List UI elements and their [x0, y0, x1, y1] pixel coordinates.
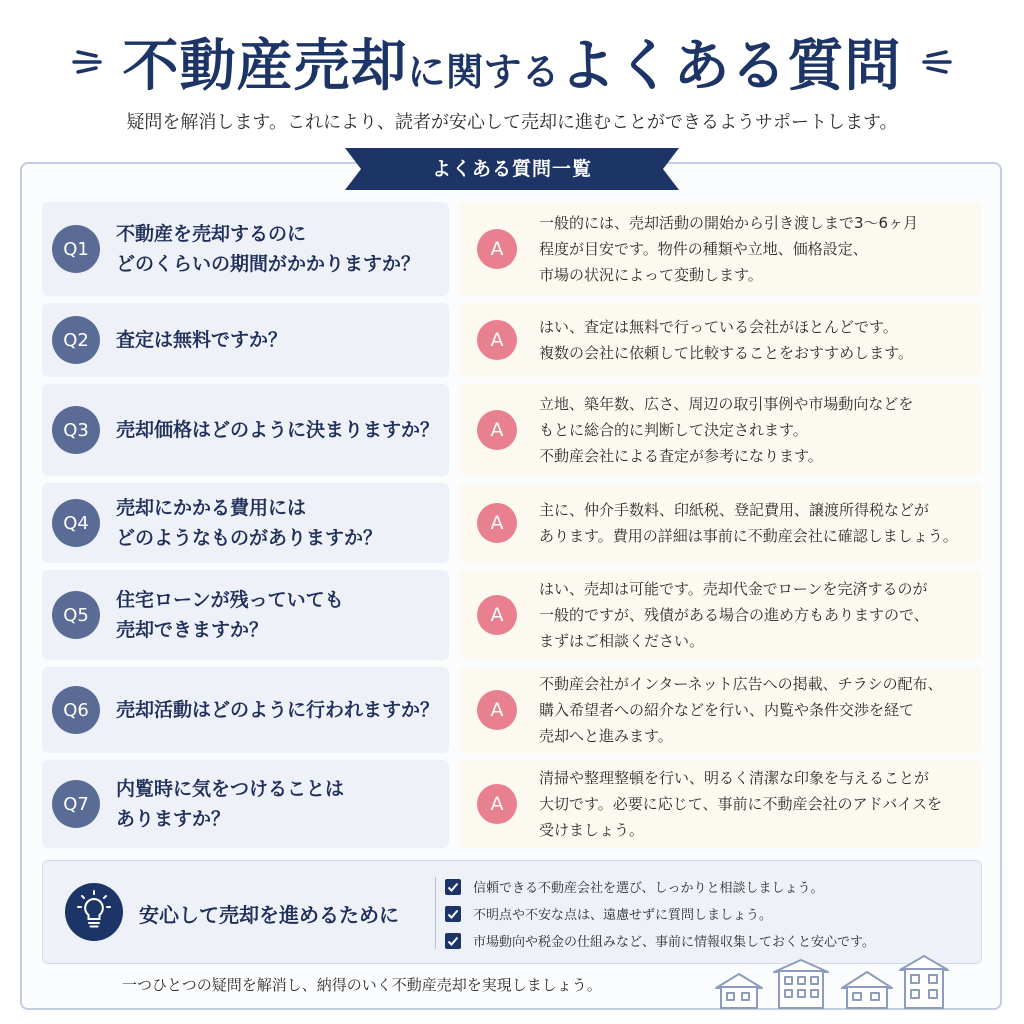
answer-card	[459, 667, 982, 753]
answer-badge: A	[477, 595, 517, 635]
tip-item	[445, 900, 875, 927]
question-text: 内覧時に気をつけることは ありますか？	[116, 777, 345, 830]
section-ribbon	[345, 148, 679, 190]
question-text: 住宅ローンが残っていても 売却できますか？	[116, 588, 344, 641]
apartment-icon	[774, 960, 828, 1008]
question-card	[42, 384, 449, 476]
tip-text: 不明点や不安な点は、遠慮せずに質問しましょう。	[473, 908, 773, 923]
faq-row-1	[42, 202, 982, 296]
answer-badge: A	[477, 503, 517, 543]
answer-text: 立地、築年数、広さ、周辺の取引事例や市場動向などを もとに総合的に判断して決定されます。 不動産会社による査定が参考になります。	[539, 394, 914, 466]
faq-row-3	[42, 384, 982, 476]
faq-row-2	[42, 303, 982, 377]
question-badge: Q5	[52, 591, 100, 639]
answer-card	[459, 483, 982, 563]
title-part-2: に関する	[407, 49, 560, 94]
tips-list	[445, 873, 875, 954]
answer-card	[459, 760, 982, 848]
answer-text: 主に、仲介手数料、印紙税、登記費用、譲渡所得税などが あります。費用の詳細は事前に不動産会社に確認しましょう。	[539, 500, 958, 545]
faq-row-4	[42, 483, 982, 563]
tip-text: 市場動向や税金の仕組みなど、事前に情報収集しておくと安心です。	[473, 935, 875, 950]
answer-badge: A	[477, 320, 517, 360]
faq-row-6	[42, 667, 982, 753]
page-subtitle: 疑問を解消します。これにより、読者が安心して売却に進むことができるようサポートします。	[126, 112, 898, 133]
tips-divider	[435, 877, 436, 949]
question-badge: Q1	[52, 225, 100, 273]
question-card	[42, 202, 449, 296]
question-text: 売却活動はどのように行われますか？	[116, 698, 440, 721]
question-text: 不動産を売却するのに どのくらいの期間がかかりますか？	[116, 222, 421, 275]
footer-message: 一つひとつの疑問を解消し、納得のいく不動産売却を実現しましょう。	[122, 976, 602, 994]
house-icon	[900, 956, 948, 1008]
answer-badge: A	[477, 229, 517, 269]
answer-card	[459, 384, 982, 476]
checkbox-icon	[445, 879, 461, 895]
question-card	[42, 667, 449, 753]
question-text: 売却価格はどのように決まりますか？	[116, 418, 440, 441]
answer-card	[459, 303, 982, 377]
question-badge: Q3	[52, 406, 100, 454]
answer-text: 一般的には、売却活動の開始から引き渡しまで3〜6ヶ月 程度が目安です。物件の種類や立地、価格設定、 市場の状況によって変動します。	[539, 213, 919, 285]
faq-row-7	[42, 760, 982, 848]
question-badge: Q4	[52, 499, 100, 547]
title-part-3: よくある質問	[559, 33, 902, 99]
tip-text: 信頼できる不動産会社を選び、しっかりと相談しましょう。	[473, 881, 824, 896]
question-card	[42, 303, 449, 377]
answer-text: 不動産会社がインターネット広告への掲載、チラシの配布、 購入希望者への紹介などを行い、内覧や条件交渉を経て 売却へと進みます。	[539, 674, 943, 746]
tips-box	[42, 860, 982, 964]
accent-dashes-right-icon	[916, 42, 956, 82]
question-card	[42, 483, 449, 563]
tip-item	[445, 927, 875, 954]
page-header	[0, 22, 1024, 102]
tips-title: 安心して売却を進めるために	[139, 903, 399, 927]
section-label: よくある質問一覧	[431, 158, 592, 180]
question-text: 査定は無料ですか？	[116, 328, 288, 351]
checkbox-icon	[445, 933, 461, 949]
question-badge: Q2	[52, 316, 100, 364]
question-card	[42, 570, 449, 660]
answer-badge: A	[477, 410, 517, 450]
question-card	[42, 760, 449, 848]
question-badge: Q6	[52, 686, 100, 734]
question-badge: Q7	[52, 780, 100, 828]
question-text: 売却にかかる費用には どのようなものがありますか？	[116, 496, 383, 549]
answer-card	[459, 202, 982, 296]
answer-text: 清掃や整理整頓を行い、明るく清潔な印象を与えることが 大切です。必要に応じて、事前に不動産会社のアドバイスを 受けましょう。	[539, 768, 943, 840]
house-icon	[716, 974, 762, 1008]
houses-illustration	[712, 952, 984, 1010]
answer-text: はい、査定は無料で行っている会社がほとんどです。 複数の会社に依頼して比較することをおすすめします。	[539, 317, 913, 362]
title-part-1: 不動産売却	[122, 33, 408, 99]
tip-item	[445, 873, 875, 900]
checkbox-icon	[445, 906, 461, 922]
answer-badge: A	[477, 784, 517, 824]
house-icon	[842, 972, 892, 1008]
lightbulb-icon	[65, 883, 123, 941]
faq-row-5	[42, 570, 982, 660]
answer-card	[459, 570, 982, 660]
answer-text: はい、売却は可能です。売却代金でローンを完済するのが 一般的ですが、残債がある場合の進め方もありますので、 まずはご相談ください。	[539, 579, 929, 651]
accent-dashes-left-icon	[68, 42, 108, 82]
answer-badge: A	[477, 690, 517, 730]
page-title	[122, 22, 901, 102]
